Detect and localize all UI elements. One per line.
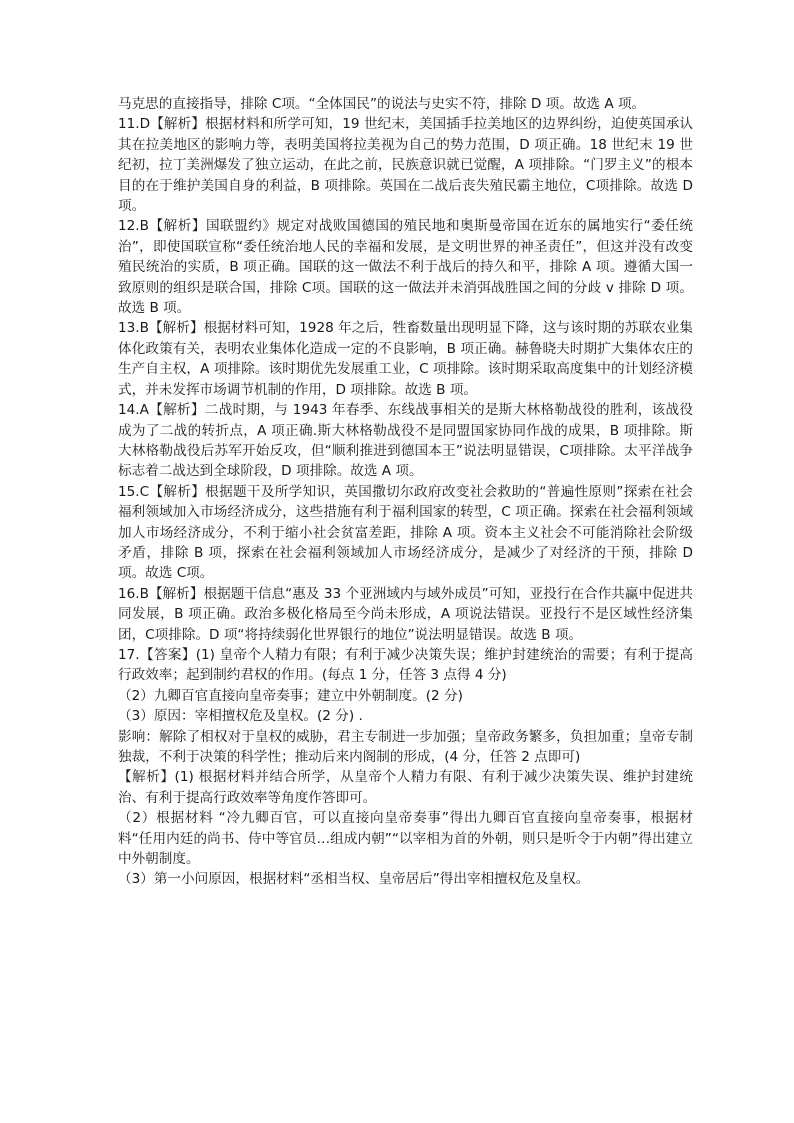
paragraph-text: 15.C【解析】根据题干及所学知识，英国撒切尔政府改变社会救助的“普遍性原则”探索在社会福利领域加入市场经济成分，这些措施有利于福利国家的转型，C 项正确。探索在社会福利领域加人市场经济成分，不利于缩小社会贫富差距，排除 A 项。资本主义社会不可能消除社会阶级矛盾，排除 B 项，探索在社会福利领域加人市场经济成分，是减少了对经济的干预，排除 D 项。故选 C项。 [118, 483, 693, 582]
paragraph-text: （2）九卿百官直接向皇帝奏事；建立中外朝制度。(2 分) [118, 687, 463, 704]
answer-17-impact [118, 727, 693, 768]
paragraph-text: 13.B【解析】根据材料可知，1928 年之后，牲畜数量出现明显下降，这与该时期的苏联农业集体化政策有关，表明农业集体化造成一定的不良影响，B 项正确。赫鲁晓夫时期扩大集体农庄的生产自主权，A 项排除。该时期优先发展重工业，C 项排除。该时期采取高度集中的计划经济模式，并未发挥市场调节机制的作用，D 项排除。故选 B 项。 [118, 320, 693, 398]
paragraph-text: 【解析】(1) 根据材料并结合所学，从皇帝个人精力有限、有利于减少决策失误、维护封建统治、有利于提高行政效率等角度作答即可。 [118, 769, 693, 806]
paragraph-text: 马克思的直接指导，排除 C项。“全体国民”的说法与史实不符，排除 D 项。故选 A 项。 [118, 96, 646, 112]
answer-13 [118, 318, 693, 400]
paragraph-text: 16.B【解析】根据题干信息“惠及 33 个亚洲域内与域外成员”可知，亚投行在合作共赢中促进共同发展，B 项正确。政治多极化格局至今尚未形成，A 项说法错误。亚投行不是区域性经济集团，C项排除。D 项“将持续弱化世界银行的地位”说法明显错误。故选 B 项。 [118, 585, 693, 643]
answer-17-part2 [118, 686, 693, 706]
analysis-17-part1 [118, 767, 693, 808]
paragraph-text: （2）根据材料 “冷九卿百官，可以直接向皇帝奏事”得出九卿百官直接向皇帝奏事，根据材料“任用内廷的尚书、侍中等官员…组成内朝”“以宰相为首的外朝，则只是听令于内朝”得出建立中外朝制度。 [118, 810, 693, 868]
paragraph-text: 11.D【解析】根据材料和所学可知，19 世纪末，美国插手拉美地区的边界纠纷，迫使英国承认其在拉美地区的影响力等，表明美国将拉美视为自己的势力范围，D 项正确。18 世纪末 19 世纪初，拉丁美洲爆发了独立运动，在此之前，民族意识就已觉醒，A 项排除。“门罗主义”的根本目的在于维护美国自身的利益，B 项排除。英国在二战后丧失殖民霸主地位，C项排除。故选 D项。 [118, 116, 693, 215]
paragraph-text: 12.B【解析】国联盟约》规定对战败国德国的殖民地和奥斯曼帝国在近东的属地实行“委任统治”，即使国联宣称“委任统治地人民的幸福和发展，是文明世界的神圣责任”，但这并没有改变殖民统治的实质，B 项正确。国联的这一做法不利于战后的持久和平，排除 A 项。遵循大国一致原则的组织是联合国，排除 C项。国联的这一做法并未消弭战胜国之间的分歧 v 排除 D 项。故选 B 项。 [118, 218, 693, 317]
paragraph-text: （3）原因：宰相擅权危及皇权。(2 分) . [118, 708, 363, 725]
answer-12 [118, 216, 693, 318]
analysis-17-part2 [118, 808, 693, 869]
paragraph-text: （3）第一小问原因，根据材料“丞相当权、皇帝居后”得出宰相擅权危及皇权。 [118, 871, 590, 888]
paragraph-continuation [118, 94, 693, 114]
answer-15 [118, 482, 693, 584]
answer-11 [118, 114, 693, 216]
document-page [118, 94, 693, 890]
answer-14 [118, 400, 693, 482]
paragraph-text: 影响：解除了相权对于皇权的威胁，君主专制进一步加强；皇帝政务繁多，负担加重；皇帝专制独裁，不利于决策的科学性；推动后来内阁制的形成，(4 分，任答 2 点即可) [118, 728, 693, 765]
answer-17-part1 [118, 645, 693, 686]
paragraph-text: 14.A【解析】二战时期，与 1943 年春季、东线战事相关的是斯大林格勒战役的胜利，该战役成为了二战的转折点，A 项正确.斯大林格勒战役不是同盟国家协同作战的成果，B 项排除。斯大林格勒战役后苏军开始反攻，但“顺利推进到德国本王”说法明显错误，C项排除。太平洋战争标志着二战达到全球阶段，D 项排除。故选 A 项。 [118, 402, 693, 480]
answer-16 [118, 584, 693, 645]
answer-17-part3 [118, 706, 693, 726]
analysis-17-part3 [118, 869, 693, 889]
paragraph-text: 17.【答案】(1) 皇帝个人精力有限；有利于减少决策失误；维护封建统治的需要；有利于提高行政效率；起到制约君权的作用。(每点 1 分，任答 3 点得 4 分) [118, 646, 693, 684]
